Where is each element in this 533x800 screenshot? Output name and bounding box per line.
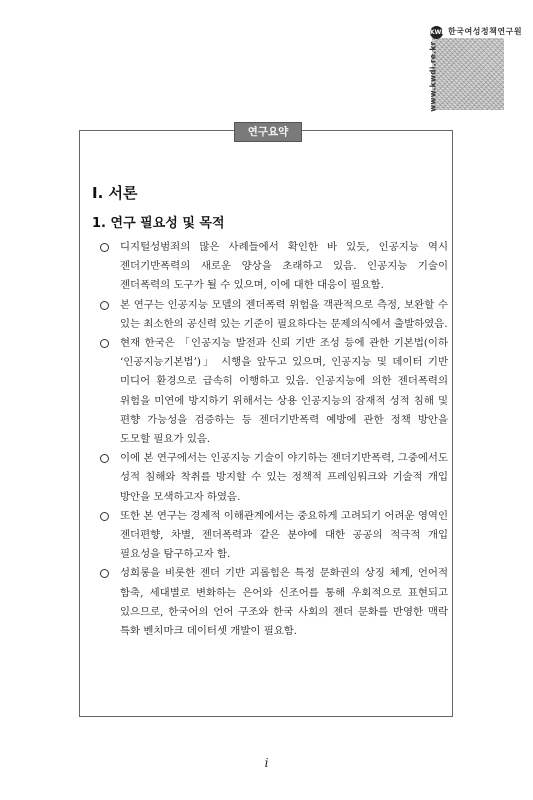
summary-box xyxy=(79,126,453,717)
summary-banner: 연구요약 xyxy=(234,122,302,142)
bullet-list xyxy=(100,238,448,641)
bullet-item: 본 연구는 인공지능 모델의 젠더폭력 위험을 객관적으로 측정, 보완할 수 있는 최소한의 공신력 있는 기준이 필요하다는 문제의식에서 출발하였음. xyxy=(100,296,448,334)
org-badge: KWDI xyxy=(430,26,443,39)
bullet-item: 또한 본 연구는 경제적 이해관계에서는 중요하게 고려되기 어려운 영역인 젠더편향, 차별, 젠더폭력과 같은 분야에 대한 공공의 적극적 개입 필요성을 탐구하고자 함. xyxy=(100,507,448,565)
bullet-item: 현재 한국은 「인공지능 발전과 신뢰 기반 조성 등에 관한 기본법(이하 ‘인공지능기본법’)」 시행을 앞두고 있으며, 인공지능 및 데이터 기반 미디어 환경으로 급속히 이행하고 있음. 인공지능에 의한 젠더폭력의 위험을 미연에 방지하기 위해서는 상용 인공지능의 잠재적 성적 침해 및 편향 가능성을 검증하는 등 젠더기반폭력 예방에 관한 정책 방안을 도모할 필요가 있음. xyxy=(100,334,448,449)
subsection-title: 1. 연구 필요성 및 목적 xyxy=(92,216,225,231)
org-url: www.kwdi.re.kr xyxy=(428,41,438,112)
circle-bullet-icon xyxy=(100,512,109,521)
circle-bullet-icon xyxy=(100,243,109,252)
circle-bullet-icon xyxy=(100,301,109,310)
bullet-item: 디지털성범죄의 많은 사례들에서 확인한 바 있듯, 인공지능 역시 젠더기반폭력의 새로운 양상을 초래하고 있음. 인공지능 기술이 젠더폭력의 도구가 될 수 있으며, 이에 대한 대응이 필요함. xyxy=(100,238,448,296)
watermark-logo xyxy=(416,26,523,112)
bullet-item: 이에 본 연구에서는 인공지능 기술이 야기하는 젠더기반폭력, 그중에서도 성적 침해와 착취를 방지할 수 있는 정책적 프레임워크와 기술적 개입 방안을 모색하고자 하였음. xyxy=(100,449,448,507)
section-title: Ⅰ. 서론 xyxy=(92,184,138,202)
page-number: i xyxy=(264,756,269,770)
bullet-item: 성희롱을 비롯한 젠더 기반 괴롭힘은 특정 문화권의 상징 체계, 언어적 함축, 세대별로 변화하는 은어와 신조어를 통해 우회적으로 표현되고 있으므로, 한국어의 언어 구조와 한국 사회의 젠더 문화를 반영한 맥락 특화 벤치마크 데이터셋 개발이 필요함. xyxy=(100,564,448,641)
org-name: 한국여성정책연구원 xyxy=(448,27,523,36)
watermark-pattern xyxy=(432,38,504,110)
circle-bullet-icon xyxy=(100,339,109,348)
circle-bullet-icon xyxy=(100,454,109,463)
circle-bullet-icon xyxy=(100,569,109,578)
